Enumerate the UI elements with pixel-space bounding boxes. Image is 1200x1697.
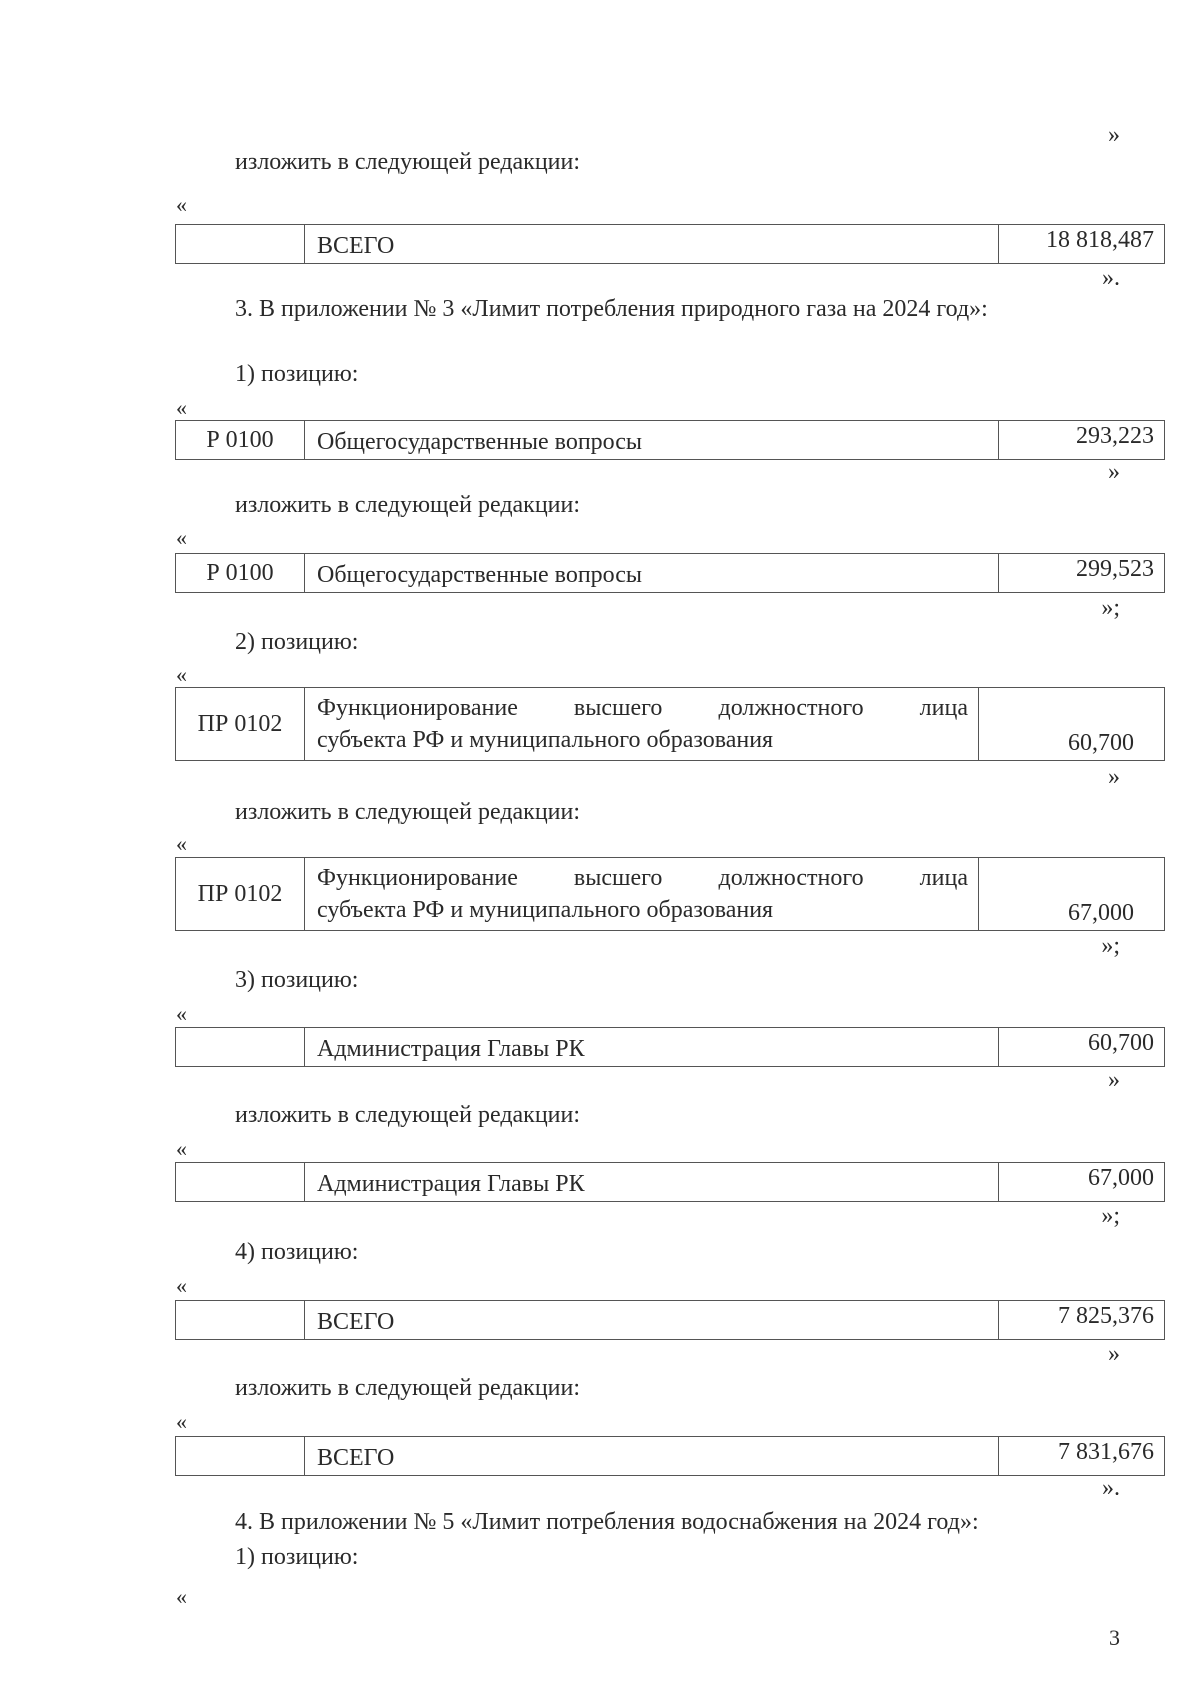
table-row bbox=[175, 420, 1165, 460]
row-code: Р 0100 bbox=[176, 554, 305, 592]
row-name bbox=[305, 688, 979, 760]
row-name bbox=[305, 858, 979, 930]
row-name: ВСЕГО bbox=[305, 1301, 999, 1339]
opening-quote: « bbox=[176, 525, 187, 550]
subitem-label: 4) позицию: bbox=[235, 1239, 359, 1265]
table-row bbox=[175, 1162, 1165, 1202]
row-name: ВСЕГО bbox=[305, 225, 999, 263]
subitem-label: 1) позицию: bbox=[235, 1544, 359, 1570]
closing-quote: »; bbox=[1101, 933, 1120, 959]
row-name: Общегосударственные вопросы bbox=[305, 421, 999, 459]
paragraph-3: 3. В приложении № 3 «Лимит потребления природного газа на 2024 год»: bbox=[235, 296, 988, 322]
closing-quote: » bbox=[1108, 1067, 1120, 1093]
row-name: Администрация Главы РК bbox=[305, 1163, 999, 1201]
opening-quote: « bbox=[176, 192, 187, 217]
row-value: 293,223 bbox=[1076, 423, 1154, 449]
closing-quote: »; bbox=[1101, 1203, 1120, 1229]
closing-quote: » bbox=[1108, 122, 1120, 148]
paragraph-4: 4. В приложении № 5 «Лимит потребления водоснабжения на 2024 год»: bbox=[235, 1509, 979, 1535]
row-value: 60,700 bbox=[1068, 730, 1134, 756]
row-code bbox=[176, 1028, 305, 1066]
closing-quote: ». bbox=[1102, 265, 1120, 291]
opening-quote: « bbox=[176, 1136, 187, 1161]
row-code: ПР 0102 bbox=[176, 688, 305, 760]
row-code: Р 0100 bbox=[176, 421, 305, 459]
opening-quote: « bbox=[176, 1273, 187, 1298]
row-value: 7 825,376 bbox=[1058, 1303, 1154, 1329]
row-value: 7 831,676 bbox=[1058, 1439, 1154, 1465]
table-row bbox=[175, 1436, 1165, 1476]
row-name-line: Функционирование высшего должностного лица bbox=[317, 864, 968, 891]
row-code bbox=[176, 1437, 305, 1475]
row-name-line: субъекта РФ и муниципального образования bbox=[317, 727, 774, 753]
row-value: 67,000 bbox=[1068, 900, 1134, 926]
intro-text: изложить в следующей редакции: bbox=[235, 799, 581, 825]
row-code bbox=[176, 1163, 305, 1201]
closing-quote: »; bbox=[1101, 595, 1120, 621]
subitem-label: 2) позицию: bbox=[235, 629, 359, 655]
row-name: Администрация Главы РК bbox=[305, 1028, 999, 1066]
intro-text: изложить в следующей редакции: bbox=[235, 1375, 581, 1401]
row-value: 67,000 bbox=[1088, 1165, 1154, 1191]
row-name: Общегосударственные вопросы bbox=[305, 554, 999, 592]
row-name-line: субъекта РФ и муниципального образования bbox=[317, 897, 774, 923]
opening-quote: « bbox=[176, 395, 187, 420]
subitem-label: 1) позицию: bbox=[235, 361, 359, 387]
row-value: 60,700 bbox=[1088, 1030, 1154, 1056]
row-name: ВСЕГО bbox=[305, 1437, 999, 1475]
table-row bbox=[175, 553, 1165, 593]
table-row bbox=[175, 1300, 1165, 1340]
row-code bbox=[176, 1301, 305, 1339]
opening-quote: « bbox=[176, 1001, 187, 1026]
closing-quote: » bbox=[1108, 459, 1120, 485]
row-value: 299,523 bbox=[1076, 556, 1154, 582]
row-code bbox=[176, 225, 305, 263]
row-name-line: Функционирование высшего должностного лица bbox=[317, 694, 968, 721]
row-value: 18 818,487 bbox=[1046, 227, 1154, 253]
closing-quote: ». bbox=[1102, 1475, 1120, 1501]
intro-text: изложить в следующей редакции: bbox=[235, 1102, 581, 1128]
opening-quote: « bbox=[176, 662, 187, 687]
table-row bbox=[175, 857, 1165, 931]
closing-quote: » bbox=[1108, 764, 1120, 790]
opening-quote: « bbox=[176, 1409, 187, 1434]
table-row bbox=[175, 224, 1165, 264]
opening-quote: « bbox=[176, 1584, 187, 1609]
intro-text: изложить в следующей редакции: bbox=[235, 149, 581, 175]
subitem-label: 3) позицию: bbox=[235, 967, 359, 993]
intro-text: изложить в следующей редакции: bbox=[235, 492, 581, 518]
table-row bbox=[175, 1027, 1165, 1067]
closing-quote: » bbox=[1108, 1341, 1120, 1367]
opening-quote: « bbox=[176, 831, 187, 856]
page-number: 3 bbox=[1109, 1625, 1120, 1650]
row-code: ПР 0102 bbox=[176, 858, 305, 930]
table-row bbox=[175, 687, 1165, 761]
